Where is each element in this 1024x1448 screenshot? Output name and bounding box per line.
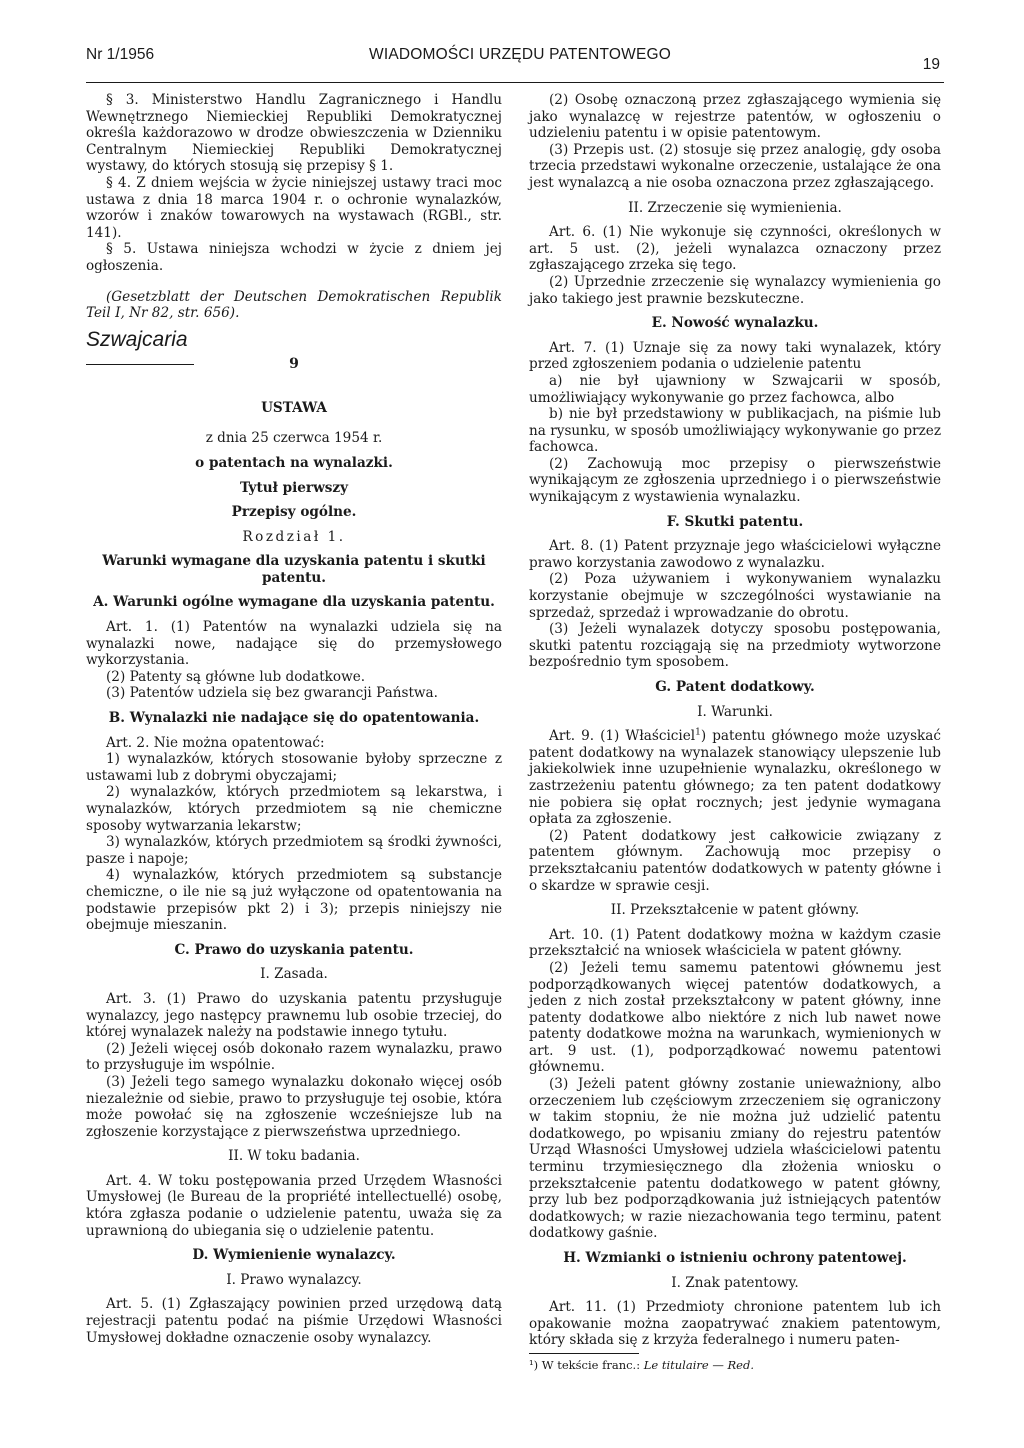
footnote-marker: 1: [695, 727, 701, 738]
paragraph-s5: § 5. Ustawa niniejsza wchodzi w życie z dniem jej ogłoszenia.: [86, 241, 502, 274]
art10-para3: (3) Jeżeli patent główny zostanie unieważniony, albo orzeczeniem lub częściowym zrzeczeniem się ograniczony w takim stopniu, że nie można już udzielić patentu dodatkowego, po wpisaniu zmiany do rejestru patentów Urząd Własności Umysłowej udziela właścicielowi patentu terminu trzymiesięcznego dla złożenia wniosku o przekształcenie patentu dodatkowego w patent główny, przy lub bez podporządkowania już istniejących patentów dodatkowych; w razie niezachowania tego terminu, patent dodatkowy gaśnie.: [529, 1076, 941, 1242]
section-b-heading: B. Wynalazki nie nadające się do opatentowania.: [108, 710, 480, 727]
section-g-heading: G. Patent dodatkowy.: [655, 679, 815, 695]
section-f-heading: F. Skutki patentu.: [666, 513, 804, 530]
art1-para3: (3) Patentów udziela się bez gwarancji Państwa.: [106, 685, 438, 702]
art7-para2: (2) Zachowują moc przepisy o pierwszeństwie wynikającym ze zgłoszenia uprzedniego i o pierwszeństwie wynikającym z wystawienia wynalazku.: [529, 455, 941, 506]
art3-para1: Art. 3. (1) Prawo do uzyskania patentu przysługuje wynalazcy, jego następcy prawnemu lub osobie trzeciej, do której wynalazek należy na podstawie innego tytułu.: [86, 990, 502, 1041]
section-h-sub1: I. Znak patentowy.: [671, 1274, 799, 1291]
art9-para1-rest: ) patentu głównego może uzyskać patent dodatkowy na wynalazek stanowiący ulepszenie lub jakiekolwiek inne uzupełnienie wynalazku, określonego w zastrzeżeniu patentu głównego; za ten patent dodatkowy nie pobiera się opłat rocznych; jest jedynie wymagana opłata za zgłoszenie.: [529, 728, 941, 828]
source-citation: (Gesetzblatt der Deutschen Demokratischen Republik Teil I, Nr 82, str. 656).: [86, 288, 502, 322]
art9-para2: (2) Patent dodatkowy jest całkowicie związany z patentem głównym. Zachowują moc przepisy o przekształcaniu patentów dodatkowych w patenty główne i o skardze w sprawie cesji.: [529, 827, 941, 894]
footnote: [529, 1358, 941, 1372]
art7-item-a: a) nie był ujawniony w Szwajcarii w sposób, umożliwiający wykonywanie go przez fachowca, albo: [529, 372, 941, 406]
act-type: USTAWA: [261, 399, 327, 416]
right-column: [529, 92, 941, 1372]
section-d-sub1: I. Prawo wynalazcy.: [226, 1271, 362, 1288]
art4-para: Art. 4. W toku postępowania przed Urzędem Własności Umysłowej (le Bureau de la propriété intellectuellé) osobę, która zgłasza podanie o udzielenie patentu, uważa się za uprawnioną do ubiegania się o udzielenie patentu.: [86, 1172, 502, 1239]
journal-title: WIADOMOŚCI URZĘDU PATENTOWEGO: [369, 46, 672, 63]
art6-para2: (2) Uprzednie zrzeczenie się wynalazcy wymienienia go jako takiego jest prawnie bezskuteczne.: [529, 273, 941, 307]
art11-para1: Art. 11. (1) Przedmioty chronione patentem lub ich opakowanie można zaopatrywać znakiem patentowym, który składa się z krzyża federalnego i numeru paten-: [529, 1299, 941, 1349]
section-e-heading: E. Nowość wynalazku.: [651, 315, 819, 332]
art2-item1: 1) wynalazków, których stosowanie byłoby sprzeczne z ustawami lub z dobrymi obyczajami;: [86, 751, 502, 784]
section-d-sub2: II. Zrzeczenie się wymienienia.: [628, 199, 842, 216]
art3-para2: (2) Jeżeli więcej osób dokonało razem wynalazku, prawo to przysługuje im wspólnie.: [86, 1040, 502, 1074]
art5-para3: (3) Przepis ust. (2) stosuje się przez analogię, gdy osoba trzecia przedstawi wykonalne orzeczenie, ustalające że ona jest wynalazcą a nie osoba oznaczona przez zgłaszającego.: [529, 141, 941, 191]
section-d-heading: D. Wymienienie wynalazcy.: [192, 1247, 396, 1264]
footnote-text: ¹) W tekście franc.:: [529, 1357, 641, 1372]
issue-number: Nr 1/1956: [86, 46, 155, 63]
art5-para2: (2) Osobę oznaczoną przez zgłaszającego wymienia się jako wynalazcę w rejestrze patentów, w ogłoszeniu o udzieleniu patentu i w opisie patentowym.: [529, 92, 941, 142]
section-c-sub1: I. Zasada.: [260, 966, 328, 983]
country-heading: Szwajcaria: [86, 327, 188, 351]
art9-para1: [529, 728, 941, 828]
section-g-sub1: I. Warunki.: [697, 703, 773, 720]
section-h-heading: H. Wzmianki o istnieniu ochrony patentowej.: [563, 1250, 907, 1266]
art8-para1: Art. 8. (1) Patent przyznaje jego właścicielowi wyłączne prawo korzystania zawodowo z wynalazku.: [529, 538, 941, 571]
art7-item-b: b) nie był przedstawiony w publikacjach, na piśmie lub na rysunku, w sposób umożliwiający wykonywanie go przez fachowca.: [529, 406, 941, 456]
left-column: [86, 92, 502, 1346]
art10-para1: Art. 10. (1) Patent dodatkowy można w każdym czasie przekształcić na wniosek właściciela w patent główny.: [529, 926, 941, 960]
document-number: 9: [289, 355, 299, 372]
chapter-heading: Rozdział 1.: [242, 528, 346, 545]
art2-item3: 3) wynalazków, których przedmiotem są środki żywności, pasze i napoje;: [86, 834, 502, 867]
section-c-heading: C. Prawo do uzyskania patentu.: [174, 941, 414, 958]
art1-para1: Art. 1. (1) Patentów na wynalazki udziela się na wynalazki nowe, nadające się do przemysłowego wykorzystania.: [86, 619, 502, 669]
art2-item4: 4) wynalazków, których przedmiotem są substancje chemiczne, o ile nie są już wyłączone od opatentowania na podstawie przepisów pkt 2) i 3); przepis niniejszy nie obejmuje mieszanin.: [86, 867, 502, 934]
footnote-term: Le titulaire: [643, 1357, 709, 1372]
page-number: 19: [922, 56, 940, 73]
chapter-title: Warunki wymagane dla uzyskania patentu i skutki patentu.: [102, 553, 486, 586]
country-heading-block: [86, 322, 502, 400]
art2-intro: Art. 2. Nie można opatentować:: [106, 734, 325, 751]
art1-para2: (2) Patenty są główne lub dodatkowe.: [106, 668, 366, 685]
art10-para2: (2) Jeżeli temu samemu patentowi głównemu jest podporządkowanych więcej patentów dodatkowych, a jeden z nich został przekształcony w patent główny, inne patenty dodatkowe albo niektóre z nich lub nawet nowe patenty dodatkowe można na warunkach, wymienionych w art. 9 ust. (1), podporządkować nowemu patentowi głównemu.: [529, 959, 941, 1076]
art6-para1: Art. 6. (1) Nie wykonuje się czynności, określonych w art. 5 ust. (2), jeżeli wynalazca oznaczony przez zgłaszającego zrzeka się tego.: [529, 224, 941, 274]
art8-para3: (3) Jeżeli wynalazek dotyczy sposobu postępowania, skutki patentu rozciągają się na przedmioty wytworzone bezpośrednio tym sposobem.: [529, 621, 941, 671]
section-g-sub2: II. Przekształcenie w patent główny.: [610, 902, 860, 919]
art5-para1: Art. 5. (1) Zgłaszający powinien przed urzędową datą rejestracji patentu podać na piśmie Urzędowi Własności Umysłowej dokładne oznaczenie osoby wynalazcy.: [86, 1296, 502, 1346]
footnote-divider: [529, 1353, 639, 1354]
title-heading: Tytuł pierwszy: [239, 479, 349, 496]
footnote-editor: — Red.: [712, 1357, 754, 1372]
paragraph-s3: § 3. Ministerstwo Handlu Zagranicznego i Handlu Wewnętrznego Niemieckiej Republiki Demokratycznej określa każdorazowo w drodze obwieszczenia w Dzienniku Centralnym Niemieckiej Republiki Demokratycznej wystawy, do których stosują się przepisy § 1.: [86, 92, 502, 175]
art2-item2: 2) wynalazków, których przedmiotem są lekarstwa, i wynalazków, których przedmiotem są nie chemiczne sposoby wytwarzania lekarstw;: [86, 784, 502, 834]
art3-para3: (3) Jeżeli tego samego wynalazku dokonało więcej osób niezależnie od siebie, prawo to przysługuje tej osobie, która może powołać się na zgłoszenie wcześniejsze lub na zgłoszenie korzystające z pierwszeństwa uprzedniego.: [86, 1073, 502, 1140]
section-c-sub2: II. W toku badania.: [228, 1148, 360, 1165]
art8-para2: (2) Poza używaniem i wykonywaniem wynalazku korzystanie obejmuje w szczególności wystawianie na sprzedaż, sprzedaż i wprowadzanie do obrotu.: [529, 571, 941, 621]
art9-para1-start: Art. 9. (1) Właściciel: [549, 728, 696, 745]
page-header: [86, 42, 944, 83]
act-date: z dnia 25 czerwca 1954 r.: [205, 430, 383, 447]
section-a-heading: A. Warunki ogólne wymagane dla uzyskania patentu.: [93, 594, 495, 611]
act-subject: o patentach na wynalazki.: [195, 454, 393, 471]
art7-para1: Art. 7. (1) Uznaje się za nowy taki wynalazek, który przed zgłoszeniem podania o udzielenie patentu: [529, 339, 941, 373]
paragraph-s4: § 4. Z dniem wejścia w życie niniejszej ustawy traci moc ustawa z dnia 18 marca 1904 r. o ochronie wynalazków, wzorów i znaków towarowych na wystawach (RGBl., str. 141).: [86, 174, 502, 241]
title-subheading: Przepisy ogólne.: [231, 504, 357, 521]
